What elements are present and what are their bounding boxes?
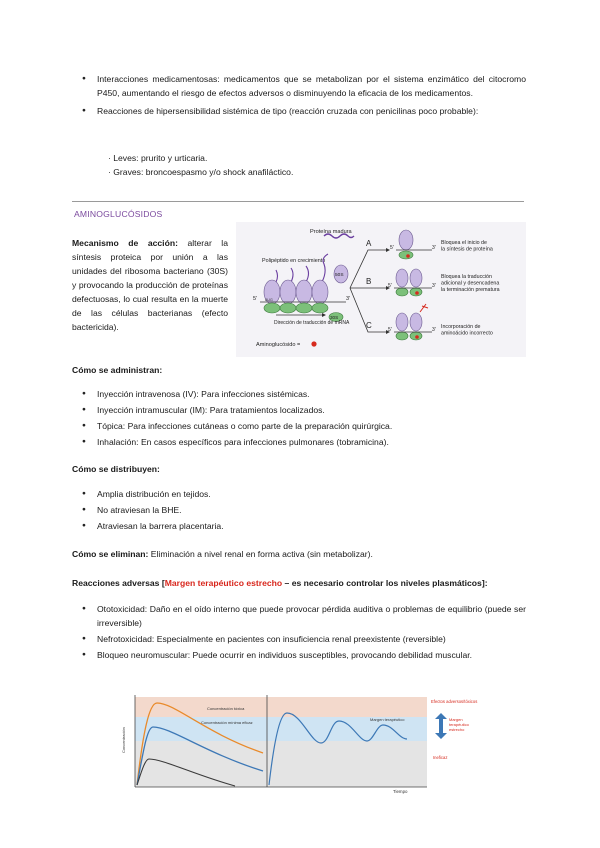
list-item: ● Tópica: Para infecciones cutáneas o como parte de la preparación quirúrgica. bbox=[72, 419, 526, 433]
therapeutic-margin-graph bbox=[115, 693, 485, 797]
adverse-label: Reacciones adversas [ bbox=[72, 578, 165, 588]
toxic-band bbox=[135, 697, 427, 717]
x-axis-label: Tiempo bbox=[393, 789, 408, 794]
label-polipeptido: Polipéptido en crecimiento bbox=[262, 258, 326, 264]
elimination-line bbox=[72, 547, 526, 561]
administration-list bbox=[72, 387, 526, 449]
margen-estrecho-label: Margen terapéutico estrecho bbox=[449, 717, 469, 732]
list-item: ● No atraviesan la BHE. bbox=[72, 503, 526, 517]
outcome-b-text: Bloquea la traducción adicional y desencadena la terminación prematura bbox=[441, 274, 500, 293]
minimum-label: Concentración mínima eficaz bbox=[201, 720, 253, 725]
distribution-heading bbox=[72, 462, 160, 476]
outcome-b-five: 5' bbox=[388, 283, 392, 289]
outcome-c-five: 5' bbox=[388, 327, 392, 333]
margen-label: Margen terapéutico bbox=[370, 717, 405, 722]
efectos-label: Efectos adversos/tóxicos bbox=[431, 699, 478, 704]
outcome-c-drug bbox=[415, 335, 419, 339]
branch-label-a: A bbox=[366, 239, 372, 248]
outcome-a-text: Bloquea el inicio de la síntesis de proteína bbox=[441, 240, 493, 253]
sub-item-severe: · Graves: broncoespasmo y/o shock anafiláctico. bbox=[108, 167, 294, 177]
ribosome-30s bbox=[280, 303, 296, 313]
label-direccion: Dirección de traducción de mRNA bbox=[274, 320, 350, 326]
sub-item-mild: · Leves: prurito y urticaria. bbox=[108, 153, 208, 163]
ribosome-50s bbox=[312, 280, 328, 304]
list-item: ● Reacciones de hipersensibilidad sistémica de tipo (reacción cruzada con penicilinas poco probable): bbox=[72, 104, 526, 118]
outcome-c-wrong-aa bbox=[420, 304, 428, 312]
distribution-list bbox=[72, 487, 526, 533]
outcome-c-text: Incorporación de aminoácido incorrecto bbox=[441, 324, 493, 337]
double-arrow bbox=[435, 713, 447, 739]
list-item: ● Ototoxicidad: Daño en el oído interno que puede provocar pérdida auditiva o problemas de equilibrio (puede ser irreversible) bbox=[72, 602, 526, 630]
branch-label-c: C bbox=[366, 321, 372, 330]
adverse-heading bbox=[72, 576, 532, 590]
outcome-c-50s bbox=[410, 313, 422, 331]
outcome-a-drug bbox=[406, 254, 410, 258]
toxic-label: Concentración tóxica bbox=[207, 706, 245, 711]
adverse-rest: – es necesario controlar los niveles plasmáticos]: bbox=[282, 578, 488, 588]
growing-polypeptide bbox=[276, 266, 309, 282]
elimination-text: Eliminación a nivel renal en forma activa (sin metabolizar). bbox=[148, 549, 373, 559]
ribosome-50s bbox=[296, 280, 312, 304]
adverse-highlight: Margen terapéutico estrecho bbox=[164, 578, 283, 588]
ribosome-50s bbox=[280, 280, 296, 304]
mechanism-paragraph bbox=[72, 236, 228, 334]
list-item: ● Inyección intramuscular (IM): Para tratamientos localizados. bbox=[72, 403, 526, 417]
ineficaz-label: Ineficaz bbox=[433, 755, 448, 760]
label-30s: 30S bbox=[330, 315, 339, 320]
outcome-b-30s bbox=[396, 288, 408, 296]
label-50s: 50S bbox=[335, 273, 344, 278]
list-item: ● Inyección intravenosa (IV): Para infecciones sistémicas. bbox=[72, 387, 526, 401]
outcome-a-50s bbox=[399, 230, 413, 250]
outcome-b-50s bbox=[410, 269, 422, 287]
elimination-label: Cómo se eliminan: bbox=[72, 549, 149, 559]
list-item: ● Interacciones medicamentosas: medicamentos que se metabolizan por el sistema enzimático del citocromo P450, aumentando el riesgo de efectos adversos o disminuyendo la eficacia de los medicamentos. bbox=[72, 72, 526, 100]
outcome-a-three: 3' bbox=[432, 245, 436, 251]
section-divider bbox=[72, 201, 524, 202]
aminoglycoside-marker bbox=[311, 341, 316, 346]
list-item: ● Amplia distribución en tejidos. bbox=[72, 487, 526, 501]
mechanism-figure bbox=[236, 222, 526, 357]
outcome-c-30s bbox=[396, 332, 408, 340]
outcome-c-three: 3' bbox=[432, 327, 436, 333]
ribosome-30s bbox=[312, 303, 328, 313]
branch-label-b: B bbox=[366, 277, 372, 286]
outcome-a-30s bbox=[399, 251, 413, 259]
label-proteina-madura: Proteína madura bbox=[310, 229, 352, 235]
administration-heading bbox=[72, 363, 162, 377]
label-three-prime: 3' bbox=[346, 296, 351, 302]
top-bullet-list bbox=[72, 72, 526, 118]
outcome-b-drug bbox=[415, 291, 419, 295]
list-item: ● Bloqueo neuromuscular: Puede ocurrir en individuos susceptibles, provocando debilidad muscular. bbox=[72, 648, 526, 662]
direction-arrow-head bbox=[322, 313, 326, 317]
outcome-a-five: 5' bbox=[390, 245, 394, 251]
adverse-list bbox=[72, 602, 526, 662]
ribosome-30s bbox=[296, 303, 312, 313]
list-item: ● Atraviesan la barrera placentaria. bbox=[72, 519, 526, 533]
ribosome-30s bbox=[264, 303, 280, 313]
list-item: ● Nefrotoxicidad: Especialmente en pacientes con insuficiencia renal preexistente (reversible) bbox=[72, 632, 526, 646]
outcome-c-50s bbox=[396, 313, 408, 331]
ineffective-band bbox=[135, 741, 427, 787]
mechanism-label: Mecanismo de acción: bbox=[72, 238, 178, 248]
label-five-prime: 5' bbox=[253, 296, 258, 302]
outcome-b-50s bbox=[396, 269, 408, 287]
administration-heading-text: Cómo se administran: bbox=[72, 365, 163, 375]
outcome-b-three: 3' bbox=[432, 283, 436, 289]
mechanism-text: alterar la síntesis proteica por unión a las unidades del ribosoma bacteriano (30S) y provocando la producción de proteínas defectuosas, lo cual resulta en la muerte de las células bacterianas (efecto bactericida). bbox=[72, 238, 228, 332]
label-aug: AUG bbox=[265, 298, 273, 302]
list-item: ● Inhalación: En casos específicos para infecciones pulmonares (tobramicina). bbox=[72, 435, 526, 449]
label-aminoglucosido: Aminoglucósido = bbox=[256, 342, 301, 348]
distribution-heading-text: Cómo se distribuyen: bbox=[72, 464, 160, 474]
y-axis-label: Concentración bbox=[121, 727, 126, 753]
section-title: AMINOGLUCÓSIDOS bbox=[74, 209, 163, 219]
